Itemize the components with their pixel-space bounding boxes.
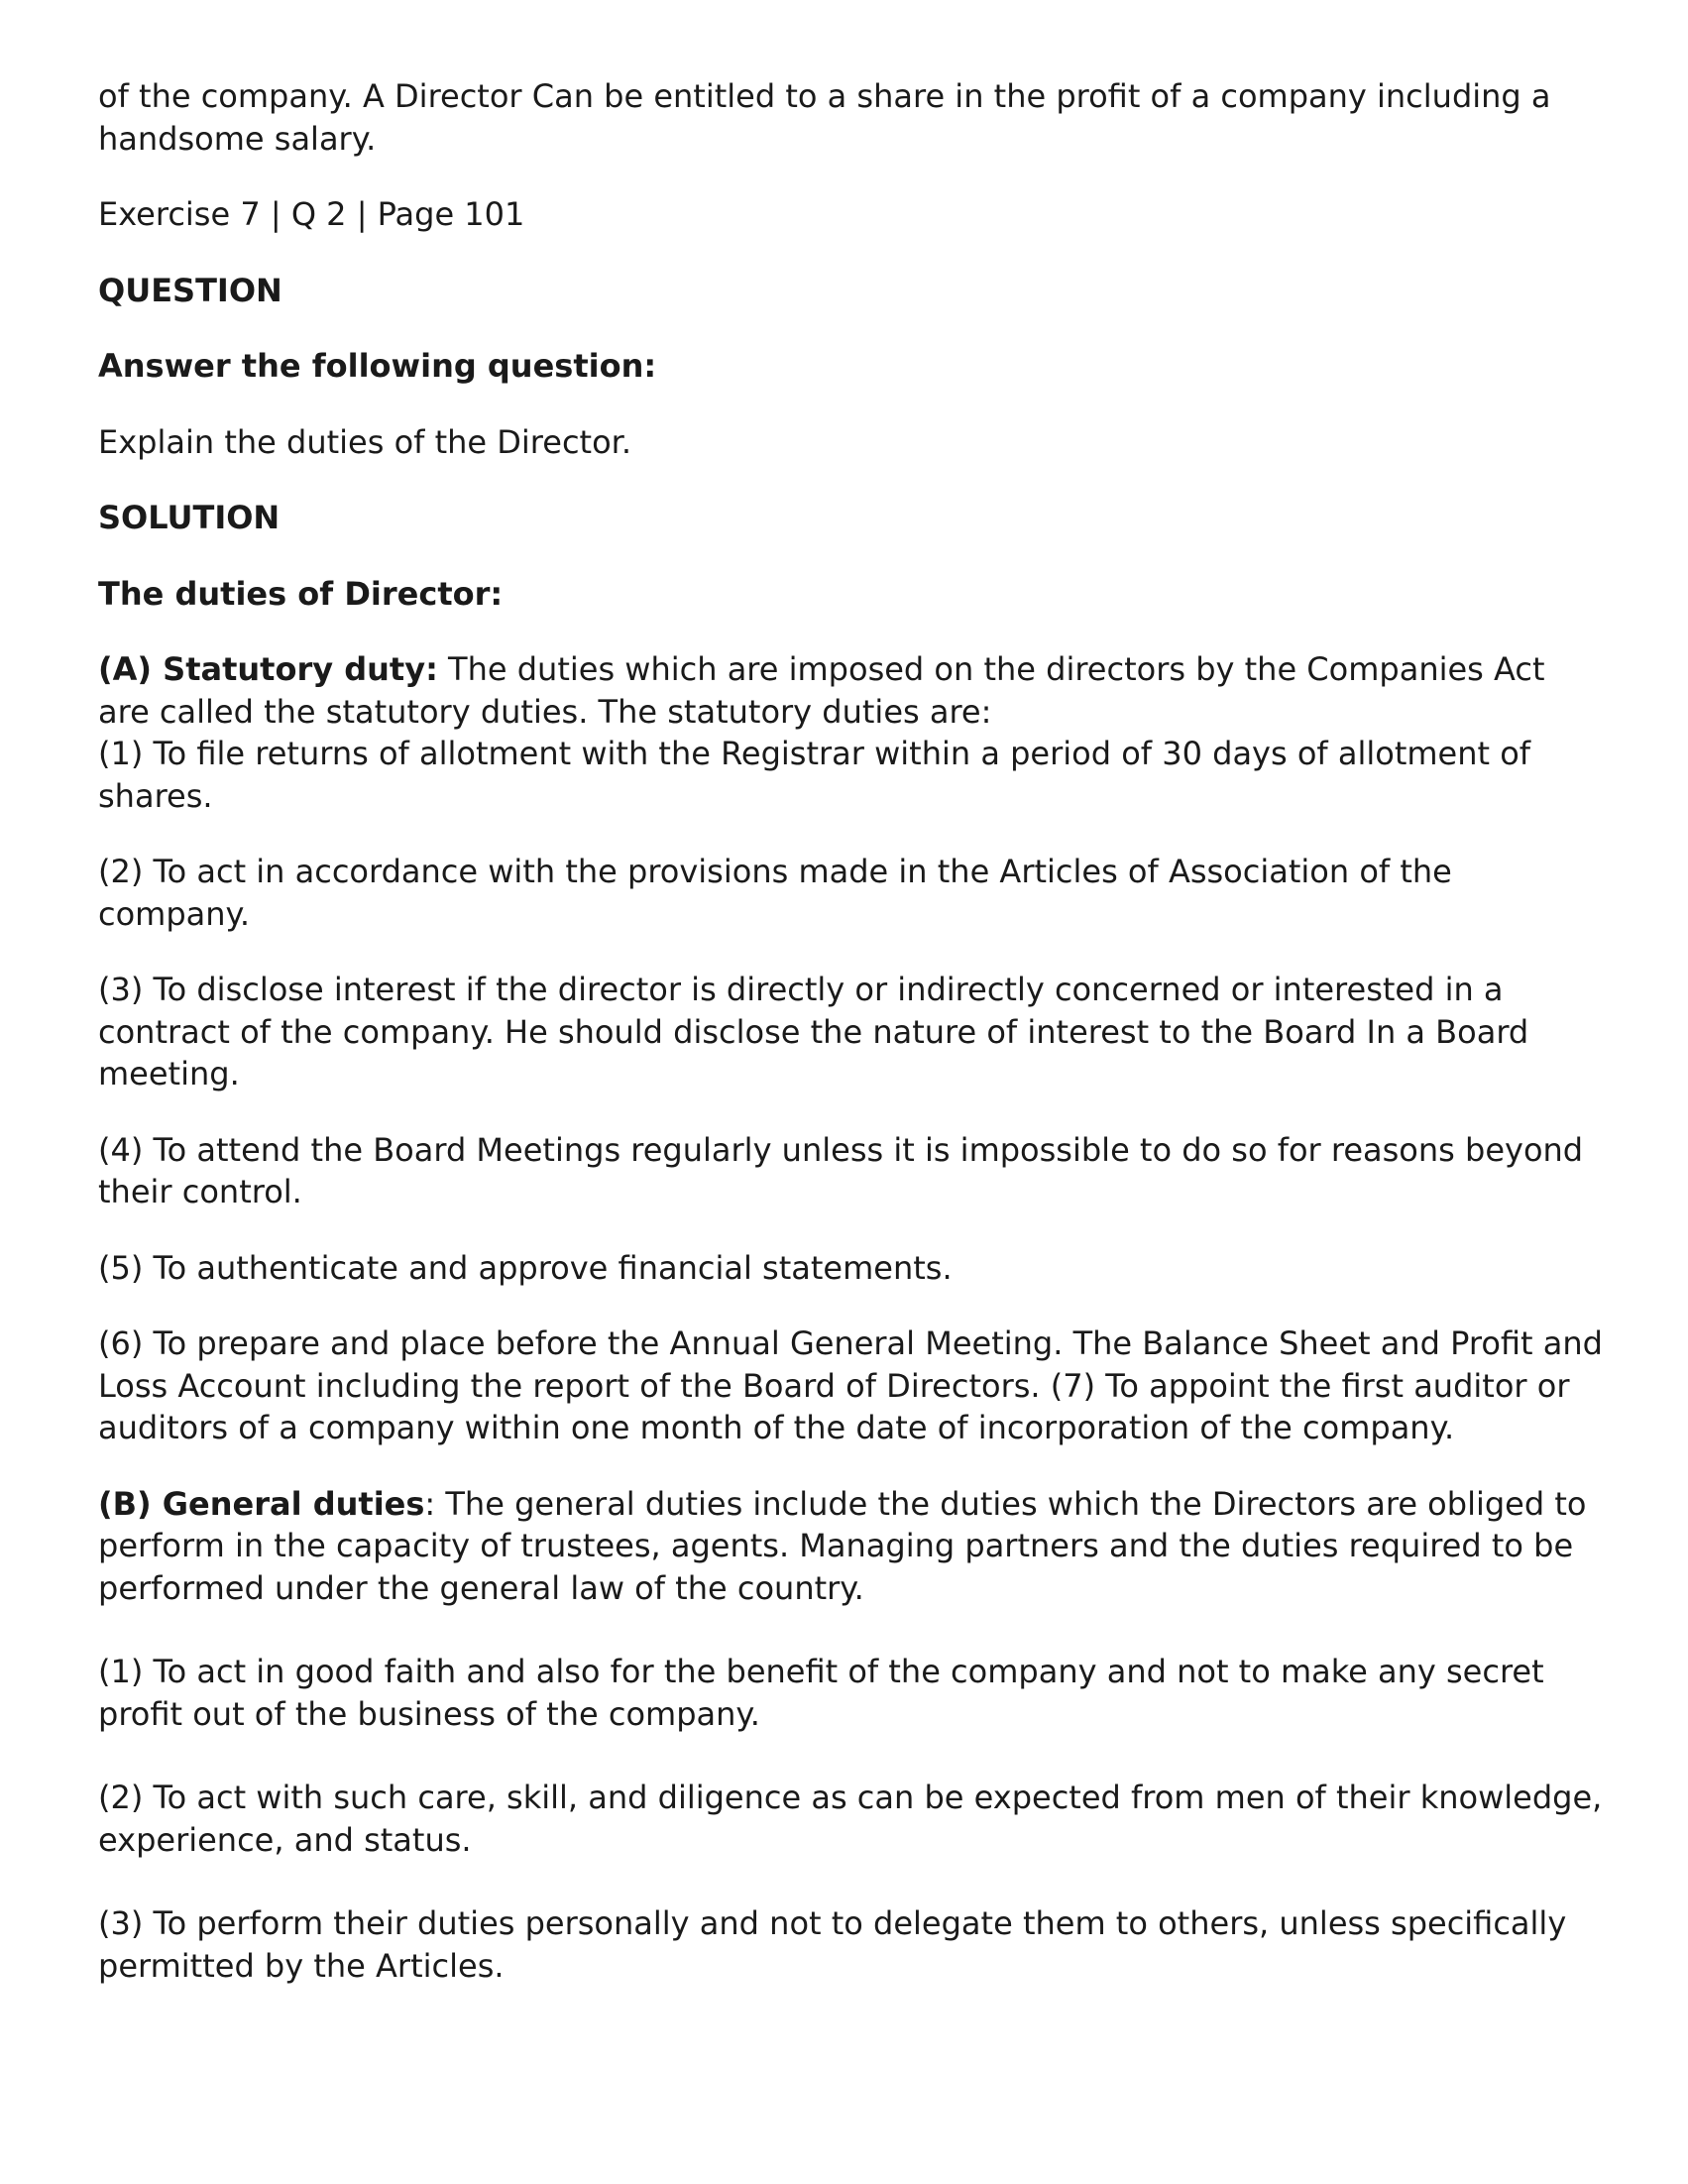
question-text: Explain the duties of the Director.	[98, 422, 632, 461]
section-a-item: (1) To file returns of allotment with the Registrar within a period of 30 days of allotment of shares.	[98, 735, 1531, 815]
section-a-item: (5) To authenticate and approve financial statements.	[98, 1248, 953, 1287]
section-b-item: (1) To act in good faith and also for the benefit of the company and not to make any secret profit out of the business of the company.	[98, 1653, 1544, 1733]
document-page	[98, 75, 1605, 1987]
exercise-reference: Exercise 7 | Q 2 | Page 101	[98, 195, 525, 233]
section-a-item: (6) To prepare and place before the Annual General Meeting. The Balance Sheet and Profit and Loss Account including the report of the Board of Directors. (7) To appoint the first auditor or auditors of a company within one month of the date of incorporation of the company.	[98, 1324, 1603, 1446]
instruction-heading: Answer the following question:	[98, 347, 657, 385]
solution-heading: SOLUTION	[98, 499, 281, 536]
section-b-text: : The general duties include the duties which the Directors are obliged to perform in the capacity of trustees, agents. Managing partners and the duties required to be performed under the general law of the country.	[98, 1484, 1587, 1607]
solution-title: The duties of Director:	[98, 574, 504, 613]
question-heading: QUESTION	[98, 271, 282, 309]
section-a-item: (2) To act in accordance with the provisions made in the Articles of Association of the company.	[98, 853, 1452, 933]
section-a-label: (A) Statutory duty:	[98, 650, 438, 688]
section-b-item: (2) To act with such care, skill, and diligence as can be expected from men of their knowledge, experience, and status.	[98, 1779, 1603, 1859]
intro-paragraph: of the company. A Director Can be entitled to a share in the profit of a company including a handsome salary.	[98, 77, 1551, 158]
section-a-paragraph	[98, 648, 1605, 733]
section-a-item: (4) To attend the Board Meetings regularly unless it is impossible to do so for reasons beyond their control.	[98, 1130, 1584, 1210]
section-a-text: The duties which are imposed on the directors by the Companies Act are called the statutory duties. The statutory duties are:	[98, 650, 1545, 731]
section-a-item: (3) To disclose interest if the director is directly or indirectly concerned or interested in a contract of the company. He should disclose the nature of interest to the Board In a Board meeting.	[98, 971, 1529, 1092]
section-b-item: (3) To perform their duties personally and not to delegate them to others, unless specifically permitted by the Articles.	[98, 1904, 1567, 1985]
section-b-label: (B) General duties	[98, 1484, 425, 1523]
section-b-paragraph	[98, 1483, 1605, 1610]
